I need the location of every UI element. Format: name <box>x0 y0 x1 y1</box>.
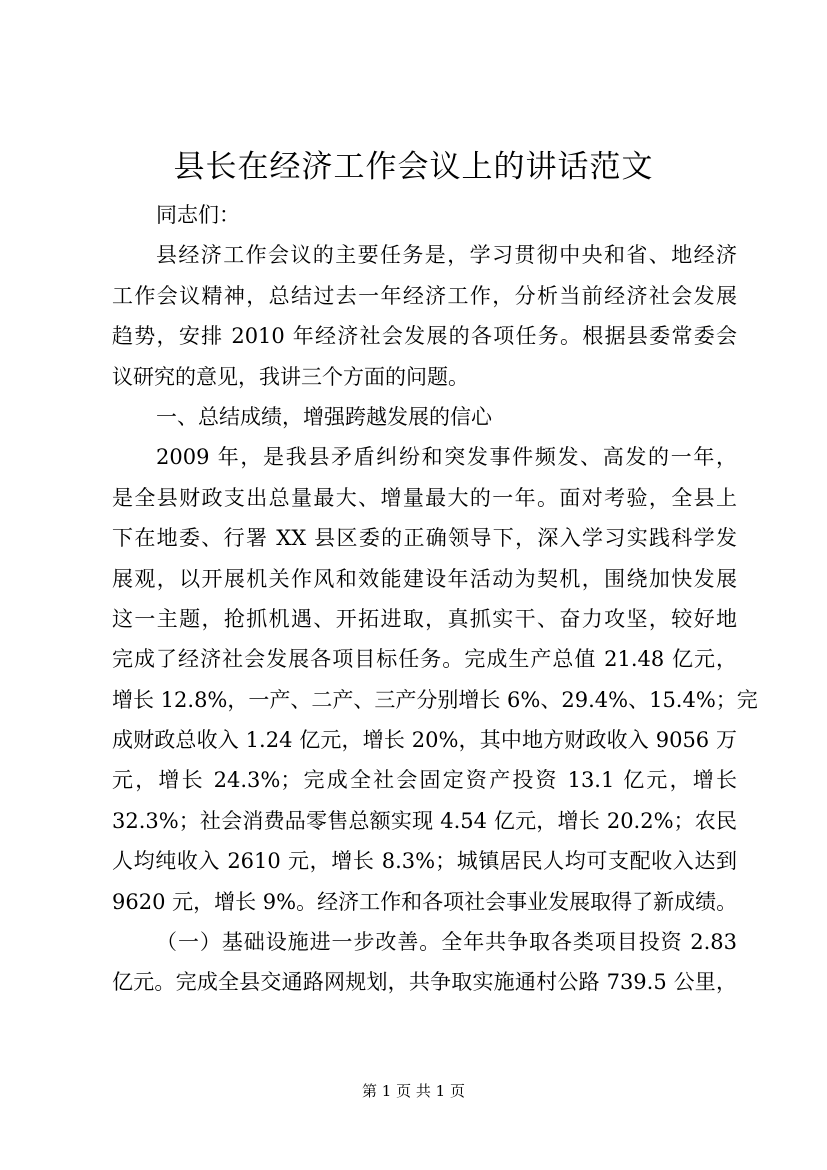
text-line: 增长 12.8%，一产、二产、三产分别增长 6%、29.4%、15.4%；完 <box>112 687 758 712</box>
text-line: 9620 元，增长 9%。经济工作和各项社会事业发展取得了新成绩。 <box>112 889 738 914</box>
text-line: 人均纯收入 2610 元，增长 8.3%；城镇居民人均可支配收入达到 <box>112 849 737 874</box>
text-line: 这一主题，抢抓机遇、开拓进取，真抓实干、奋力攻坚，较好地 <box>112 606 737 631</box>
text-line: 完成了经济社会发展各项目标任务。完成生产总值 21.48 亿元， <box>112 647 737 672</box>
text-line: 工作会议精神，总结过去一年经济工作，分析当前经济社会发展 <box>112 283 737 308</box>
text-line: 元，增长 24.3%；完成全社会固定资产投资 13.1 亿元，增长 <box>112 768 737 793</box>
text-line: 亿元。完成全县交通路网规划，共争取实施通村公路 739.5 公里， <box>112 970 737 995</box>
text-line: 一、总结成绩，增强跨越发展的信心 <box>156 404 492 429</box>
text-line: 趋势，安排 2010 年经济社会发展的各项任务。根据县委常委会 <box>112 324 737 349</box>
text-line: 议研究的意见，我讲三个方面的问题。 <box>112 364 469 389</box>
text-line: 同志们： <box>156 203 240 227</box>
text-line: 县经济工作会议的主要任务是，学习贯彻中央和省、地经济 <box>156 243 737 268</box>
text-line: 成财政总收入 1.24 亿元，增长 20%，其中地方财政收入 9056 万 <box>112 728 737 753</box>
text-line: 2009 年，是我县矛盾纠纷和突发事件频发、高发的一年， <box>156 445 737 470</box>
page-footer: 第 1 页 共 1 页 <box>362 1082 465 1100</box>
document-body <box>112 195 758 1003</box>
document-title: 县长在经济工作会议上的讲话范文 <box>173 149 654 185</box>
text-line: （一）基础设施进一步改善。全年共争取各类项目投资 2.83 <box>156 930 737 955</box>
text-line: 是全县财政支出总量最大、增量最大的一年。面对考验，全县上 <box>112 485 737 510</box>
text-line: 展观，以开展机关作风和效能建设年活动为契机，围绕加快发展 <box>112 566 737 591</box>
text-line: 32.3%；社会消费品零售总额实现 4.54 亿元，增长 20.2%；农民 <box>112 808 737 833</box>
text-line: 下在地委、行署 XX 县区委的正确领导下，深入学习实践科学发 <box>112 526 737 551</box>
